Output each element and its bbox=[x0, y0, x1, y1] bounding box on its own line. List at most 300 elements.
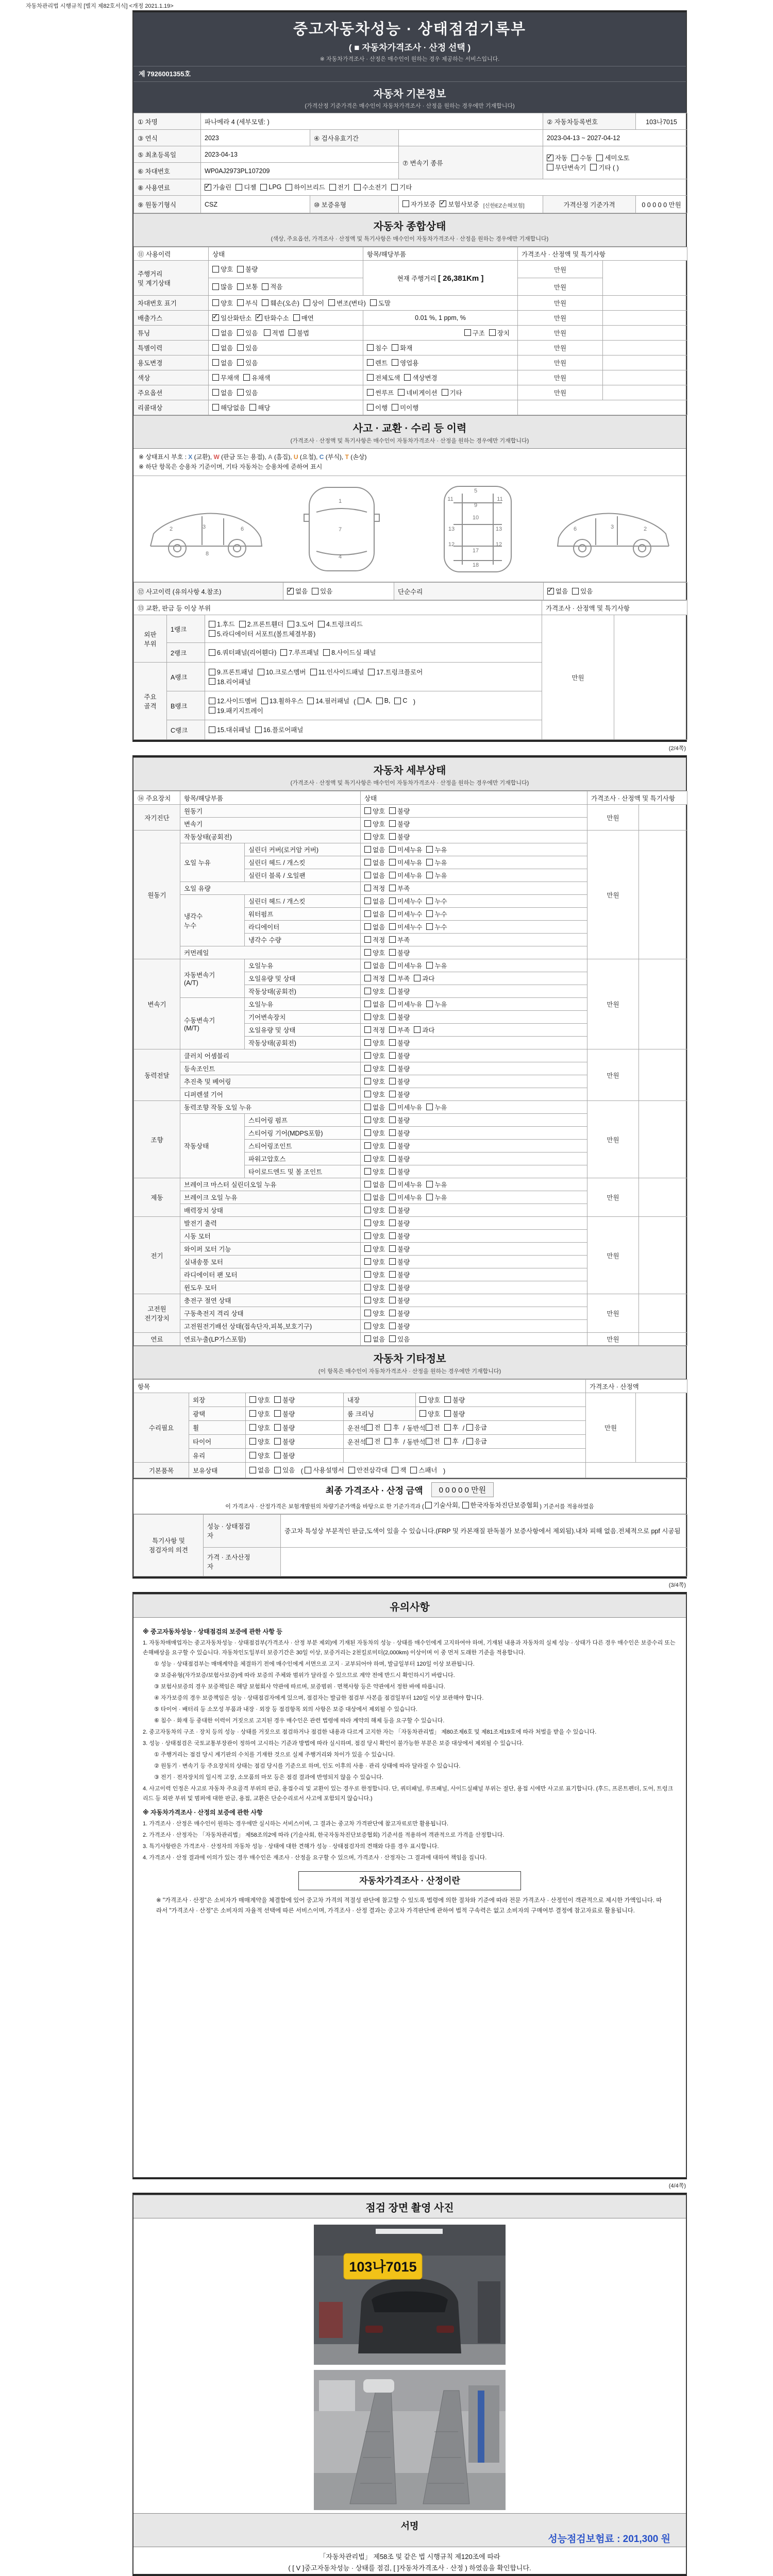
checkbox-누유[interactable] bbox=[426, 1103, 447, 1112]
checkbox-양호[interactable] bbox=[364, 1283, 385, 1292]
checkbox-미세누수[interactable] bbox=[389, 922, 422, 931]
checkbox-양호[interactable] bbox=[364, 806, 385, 816]
checkbox-label: 17.트렁크플로어 bbox=[376, 669, 423, 676]
checkbox-불량[interactable] bbox=[389, 819, 410, 828]
checkbox-없음[interactable] bbox=[364, 922, 385, 931]
checkbox-썬루프[interactable] bbox=[367, 388, 394, 397]
checkbox-없음[interactable] bbox=[364, 1334, 385, 1344]
section-detail-header bbox=[133, 757, 686, 791]
checkbox-C[interactable] bbox=[394, 697, 407, 704]
checkbox-box bbox=[358, 698, 364, 704]
checkbox-box bbox=[389, 910, 396, 917]
checkbox-불량[interactable] bbox=[444, 1395, 465, 1404]
checkbox-유채색[interactable] bbox=[243, 373, 270, 382]
symbol-legend-line bbox=[139, 452, 681, 462]
section-detail-title: 자동차 세부상태 bbox=[373, 765, 446, 776]
checkbox-불량[interactable] bbox=[389, 1077, 410, 1086]
checkbox-침수[interactable] bbox=[367, 343, 388, 352]
checkbox-사용설명서[interactable] bbox=[305, 1465, 344, 1475]
checkbox-양호[interactable] bbox=[364, 819, 385, 828]
checkbox-누수[interactable] bbox=[426, 909, 447, 919]
checkbox-양호[interactable] bbox=[364, 1206, 385, 1215]
checkbox-14.필러패널[interactable] bbox=[307, 696, 349, 705]
checkbox-12.사이드멤버[interactable] bbox=[209, 696, 257, 705]
checkbox-label: 영업용 bbox=[400, 359, 419, 367]
checkbox-box bbox=[444, 1396, 451, 1403]
checkbox-불량[interactable] bbox=[389, 1309, 410, 1318]
checkbox-불량[interactable] bbox=[389, 1283, 410, 1292]
checkbox-장치[interactable] bbox=[489, 328, 510, 337]
checkbox-부족[interactable] bbox=[389, 1025, 410, 1035]
table-cell: ④ 검사유효기간 bbox=[310, 130, 399, 146]
table-cell: 조향 bbox=[134, 1101, 180, 1178]
checkbox-box bbox=[209, 678, 215, 685]
checkbox-누수[interactable] bbox=[426, 896, 447, 906]
checkbox-불량[interactable] bbox=[274, 1423, 295, 1432]
checkbox-양호[interactable] bbox=[419, 1395, 440, 1404]
checkbox-양호[interactable] bbox=[364, 1244, 385, 1253]
checkbox-적정[interactable] bbox=[364, 1025, 385, 1035]
checkbox-미세누유[interactable] bbox=[389, 1193, 422, 1202]
checkbox-화재[interactable] bbox=[392, 343, 412, 352]
checkbox-불량[interactable] bbox=[389, 1064, 410, 1073]
checkbox-있음[interactable] bbox=[572, 586, 593, 596]
checkbox-있음[interactable] bbox=[237, 358, 258, 367]
checkbox-자동[interactable] bbox=[547, 153, 567, 162]
checkbox-누수[interactable] bbox=[426, 922, 447, 931]
checkbox-누유[interactable] bbox=[426, 1193, 447, 1202]
checkbox-LPG[interactable] bbox=[260, 183, 281, 191]
table-cell: 0 0 0 0 0 만원 bbox=[636, 196, 687, 213]
checkbox-전[interactable] bbox=[426, 1436, 440, 1446]
table-cell: 특기사항 및 점검자의 의견 bbox=[134, 1514, 204, 1576]
checkbox-양호[interactable] bbox=[364, 1077, 385, 1086]
checkbox-양호[interactable] bbox=[249, 1409, 270, 1418]
checkbox-있음[interactable] bbox=[237, 388, 258, 397]
table-cell bbox=[344, 1435, 586, 1449]
checkbox-5.라디에이터 서포트(볼트체결부품)[interactable] bbox=[209, 629, 315, 638]
checkbox-변조(변타)[interactable] bbox=[328, 298, 366, 308]
checkbox-label: 없음 bbox=[373, 923, 385, 931]
checkbox-불량[interactable] bbox=[444, 1409, 465, 1418]
checkbox-적정[interactable] bbox=[364, 974, 385, 983]
checkbox-label: 부족 bbox=[397, 936, 410, 944]
checkbox-불량[interactable] bbox=[274, 1437, 295, 1446]
checkbox-적정[interactable] bbox=[364, 935, 385, 944]
checkbox-불량[interactable] bbox=[389, 1257, 410, 1266]
checkbox-무단변속기[interactable] bbox=[547, 163, 586, 172]
checkbox-기타 ( )[interactable] bbox=[590, 163, 618, 172]
table-cell bbox=[246, 1421, 344, 1435]
checkbox-부족[interactable] bbox=[389, 935, 410, 944]
checkbox-불량[interactable] bbox=[389, 1270, 410, 1279]
checkbox-안전삼각대[interactable] bbox=[348, 1465, 388, 1475]
checkbox-적정[interactable] bbox=[364, 884, 385, 893]
table-cell bbox=[363, 261, 518, 296]
table-cell bbox=[361, 895, 587, 908]
checkbox-불량[interactable] bbox=[274, 1395, 295, 1404]
checkbox-전[interactable] bbox=[366, 1436, 380, 1446]
checkbox-4.트렁크리드[interactable] bbox=[318, 619, 363, 629]
checkbox-구조[interactable] bbox=[464, 328, 485, 337]
checkbox-label: 양호 bbox=[373, 1116, 385, 1124]
checkbox-미세누유[interactable] bbox=[389, 845, 422, 854]
checkbox-양호[interactable] bbox=[364, 1090, 385, 1099]
checkbox-수소전기[interactable] bbox=[354, 182, 387, 192]
checkbox-15.대쉬패널[interactable] bbox=[209, 725, 251, 734]
checkbox-box bbox=[364, 923, 371, 930]
checkbox-B,[interactable] bbox=[376, 697, 391, 704]
diagram-number-label: 18 bbox=[472, 562, 479, 568]
checkbox-상이[interactable] bbox=[304, 298, 324, 308]
checkbox-해당없음[interactable] bbox=[212, 403, 245, 412]
checkbox-보험사보증[interactable] bbox=[440, 199, 479, 209]
table-cell bbox=[209, 400, 363, 415]
signature-statement-line1: 「자동차관리법」 제58조 및 같은 법 시행규칙 제120조에 따라 bbox=[319, 2552, 500, 2561]
table-cell bbox=[603, 311, 687, 326]
checkbox-10.크로스멤버[interactable] bbox=[258, 667, 306, 676]
checkbox-양호[interactable] bbox=[364, 832, 385, 841]
checkbox-불량[interactable] bbox=[274, 1409, 295, 1418]
checkbox-box bbox=[364, 1129, 371, 1136]
checkbox-미세누유[interactable] bbox=[389, 871, 422, 880]
checkbox-누유[interactable] bbox=[426, 845, 447, 854]
checkbox-label: 12.사이드멤버 bbox=[217, 698, 257, 705]
checkbox-label: 14.필러패널 bbox=[315, 698, 350, 705]
checkbox-기타[interactable] bbox=[442, 388, 462, 397]
checkbox-전[interactable] bbox=[366, 1422, 380, 1432]
checkbox-없음[interactable] bbox=[212, 328, 233, 337]
checkbox-없음[interactable] bbox=[364, 999, 385, 1009]
checkbox-없음[interactable] bbox=[364, 961, 385, 970]
checkbox-미세누유[interactable] bbox=[389, 1180, 422, 1189]
checkbox-적음[interactable] bbox=[262, 282, 282, 291]
checkbox-후[interactable] bbox=[384, 1422, 399, 1432]
checkbox-양호[interactable] bbox=[364, 1115, 385, 1125]
checkbox-label: 불량 bbox=[397, 1258, 410, 1266]
checkbox-후[interactable] bbox=[384, 1436, 399, 1446]
checkbox-label: 없음 bbox=[373, 859, 385, 867]
checkbox-diagnosis-association[interactable] bbox=[462, 1500, 539, 1510]
checkbox-누유[interactable] bbox=[426, 1180, 447, 1189]
checkbox-box bbox=[426, 1104, 433, 1110]
checkbox-양호[interactable] bbox=[249, 1395, 270, 1404]
checkbox-6.쿼터패널(리어휀다)[interactable] bbox=[209, 648, 276, 657]
checkbox-box bbox=[389, 1078, 396, 1084]
checkbox-보통[interactable] bbox=[237, 282, 258, 291]
checkbox-양호[interactable] bbox=[364, 1051, 385, 1060]
checkbox-누유[interactable] bbox=[426, 871, 447, 880]
checkbox-있음[interactable] bbox=[237, 328, 258, 337]
checkbox-box bbox=[389, 1297, 396, 1303]
checkbox-없음[interactable] bbox=[364, 1103, 385, 1112]
checkbox-불량[interactable] bbox=[389, 1167, 410, 1176]
checkbox-네비게이션[interactable] bbox=[398, 388, 437, 397]
checkbox-불량[interactable] bbox=[389, 1090, 410, 1099]
checkbox-양호[interactable] bbox=[212, 264, 233, 274]
checkbox-box bbox=[212, 359, 219, 366]
checkbox-양호[interactable] bbox=[249, 1451, 270, 1460]
checkbox-없음[interactable] bbox=[364, 858, 385, 867]
checkbox-없음[interactable] bbox=[212, 388, 233, 397]
checkbox-label: 있음 bbox=[245, 389, 258, 397]
checkbox-양호[interactable] bbox=[249, 1423, 270, 1432]
checkbox-없음[interactable] bbox=[212, 343, 233, 352]
checkbox-label: 양호 bbox=[373, 1207, 385, 1214]
notice-line: ※ 자동차가격조사 · 산정의 보증에 관한 사항 bbox=[143, 1808, 263, 1816]
checkbox-전[interactable] bbox=[426, 1422, 440, 1432]
checkbox-18.리어패널[interactable] bbox=[209, 677, 251, 686]
checkbox-미세누수[interactable] bbox=[389, 909, 422, 919]
checkbox-양호[interactable] bbox=[364, 1141, 385, 1150]
checkbox-양호[interactable] bbox=[364, 948, 385, 957]
table-cell: 룸 크리닝 bbox=[344, 1407, 416, 1421]
checkbox-세미오토[interactable] bbox=[596, 153, 629, 162]
checkbox-양호[interactable] bbox=[212, 298, 233, 308]
checkbox-label: 불량 bbox=[282, 1452, 295, 1460]
table-cell bbox=[205, 663, 542, 691]
table-cell bbox=[361, 1281, 587, 1294]
table-cell bbox=[344, 1421, 586, 1435]
checkbox-부식[interactable] bbox=[237, 298, 258, 308]
checkbox-없음[interactable] bbox=[364, 871, 385, 880]
checkbox-전체도색[interactable] bbox=[367, 373, 400, 382]
table-cell: 실린더 헤드 / 개스킷 bbox=[245, 895, 361, 908]
checkbox-label: 잭 bbox=[400, 1467, 407, 1475]
checkbox-box bbox=[389, 962, 396, 969]
checkbox-디젤[interactable] bbox=[236, 182, 256, 192]
checkbox-자가보증[interactable] bbox=[402, 199, 435, 209]
checkbox-없음[interactable] bbox=[364, 909, 385, 919]
checkbox-불량[interactable] bbox=[389, 1206, 410, 1215]
checkbox-불량[interactable] bbox=[389, 1012, 410, 1022]
checkbox-미세누유[interactable] bbox=[389, 858, 422, 867]
checkbox-없음[interactable] bbox=[364, 896, 385, 906]
checkbox-해당[interactable] bbox=[249, 403, 270, 412]
checkbox-누유[interactable] bbox=[426, 961, 447, 970]
checkbox-label: 구조 bbox=[472, 329, 485, 337]
checkbox-응급[interactable] bbox=[466, 1436, 487, 1446]
checkbox-양호[interactable] bbox=[364, 1321, 385, 1331]
table-cell: 오일유량 및 상태 bbox=[245, 1024, 361, 1037]
checkbox-불법[interactable] bbox=[289, 328, 309, 337]
checkbox-매연[interactable] bbox=[293, 313, 314, 323]
table-cell: 가격조사 · 산정액 bbox=[586, 1380, 687, 1393]
table-cell bbox=[361, 1307, 587, 1320]
checkbox-box bbox=[237, 389, 244, 396]
checkbox-후[interactable] bbox=[444, 1422, 459, 1432]
checkbox-불량[interactable] bbox=[389, 832, 410, 841]
notice-line: 1. 자동차매매업자는 중고자동차성능 · 상태점검부(가격조사 · 산정 부분 제외)에 기재된 자동차의 성능 · 상태를 매수인에게 고지하여야 하며, 기재된 내용과 자동차의 실제 성능 · 상태가 다른 경우 매수인은 보증수리 또는 손해배상을 요구할 수 있습니다. 자동차인도일부터 보증기간은 30일 이상, 보증거리는 2천킬로미터(2,000km) 이상이며 이 중 먼저 도래한 기준을 적용합니다. bbox=[143, 1639, 676, 1656]
checkbox-기타[interactable] bbox=[391, 182, 412, 192]
checkbox-없음[interactable] bbox=[212, 358, 233, 367]
checkbox-없음[interactable] bbox=[364, 1193, 385, 1202]
inspection-photo-lift bbox=[314, 2370, 506, 2510]
checkbox-양호[interactable] bbox=[364, 1167, 385, 1176]
checkbox-없음[interactable] bbox=[287, 586, 308, 596]
checkbox-부족[interactable] bbox=[389, 884, 410, 893]
checkbox-양호[interactable] bbox=[364, 1231, 385, 1241]
checkbox-불량[interactable] bbox=[274, 1451, 295, 1460]
checkbox-없음[interactable] bbox=[364, 1180, 385, 1189]
checkbox-없음[interactable] bbox=[547, 586, 568, 596]
table-cell: 충전구 절연 상태 bbox=[180, 1294, 361, 1307]
checkbox-label: 18.리어패널 bbox=[217, 678, 251, 686]
table-cell bbox=[603, 370, 687, 385]
checkbox-잭[interactable] bbox=[392, 1465, 406, 1475]
checkbox-box bbox=[364, 807, 371, 814]
checkbox-13.휠하우스[interactable] bbox=[261, 696, 304, 705]
checkbox-불량[interactable] bbox=[389, 1128, 410, 1138]
checkbox-불량[interactable] bbox=[389, 1231, 410, 1241]
checkbox-스패너[interactable] bbox=[410, 1465, 437, 1475]
checkbox-후[interactable] bbox=[444, 1436, 459, 1446]
checkbox-미세누유[interactable] bbox=[389, 999, 422, 1009]
checkbox-훼손(오손)[interactable] bbox=[262, 298, 299, 308]
checkbox-불량[interactable] bbox=[389, 987, 410, 996]
table-cell: 오일누유 bbox=[245, 998, 361, 1011]
section-basic-title: 자동차 기본정보 bbox=[373, 89, 446, 100]
checkbox-label: 적정 bbox=[373, 885, 385, 892]
table-cell: 자동변속기 (A/T) bbox=[180, 959, 245, 998]
checkbox-있음[interactable] bbox=[274, 1465, 295, 1475]
checkbox-box bbox=[364, 1207, 371, 1213]
checkbox-A,[interactable] bbox=[358, 697, 372, 704]
checkbox-있음[interactable] bbox=[237, 343, 258, 352]
checkbox-box bbox=[425, 1502, 432, 1509]
checkbox-가솔린[interactable] bbox=[205, 182, 231, 192]
checkbox-불량[interactable] bbox=[389, 1218, 410, 1228]
checkbox-box bbox=[307, 698, 314, 704]
checkbox-box bbox=[367, 344, 374, 351]
checkbox-있음[interactable] bbox=[389, 1334, 410, 1344]
checkbox-없음[interactable] bbox=[364, 845, 385, 854]
checkbox-7.루프패널[interactable] bbox=[280, 648, 319, 657]
table-cell: 항목/해당부품 bbox=[180, 791, 361, 805]
checkbox-색상변경[interactable] bbox=[404, 373, 437, 382]
checkbox-과다[interactable] bbox=[414, 974, 434, 983]
checkbox-label: 누유 bbox=[434, 962, 447, 970]
checkbox-불량[interactable] bbox=[389, 1141, 410, 1150]
checkbox-2.프론트휀더[interactable] bbox=[239, 619, 284, 629]
checkbox-미세누유[interactable] bbox=[389, 961, 422, 970]
checkbox-불량[interactable] bbox=[389, 1038, 410, 1047]
table-cell: 내장 bbox=[344, 1393, 416, 1407]
checkbox-label: 11.인사이드패널 bbox=[318, 669, 364, 676]
checkbox-label: 적정 bbox=[373, 936, 385, 944]
legend-symbol-C: C bbox=[319, 453, 324, 461]
checkbox-있음[interactable] bbox=[312, 586, 332, 596]
checkbox-engineers-society[interactable] bbox=[425, 1500, 460, 1510]
checkbox-도말[interactable] bbox=[370, 298, 391, 308]
checkbox-3.도어[interactable] bbox=[288, 619, 314, 629]
checkbox-9.프론트패널[interactable] bbox=[209, 667, 254, 676]
checkbox-양호[interactable] bbox=[364, 1218, 385, 1228]
notice-line: ※ 중고자동차성능 · 상태점검의 보증에 관한 사항 등 bbox=[143, 1628, 282, 1635]
checkbox-양호[interactable] bbox=[364, 1128, 385, 1138]
checkbox-수동[interactable] bbox=[572, 153, 592, 162]
checkbox-box bbox=[262, 299, 268, 306]
checkbox-box bbox=[389, 923, 396, 930]
checkbox-이행[interactable] bbox=[367, 403, 388, 412]
checkbox-양호[interactable] bbox=[364, 1309, 385, 1318]
checkbox-양호[interactable] bbox=[364, 1270, 385, 1279]
checkbox-무채색[interactable] bbox=[212, 373, 239, 382]
checkbox-탄화수소[interactable] bbox=[256, 313, 289, 323]
checkbox-하이브리드[interactable] bbox=[285, 182, 325, 192]
checkbox-불량[interactable] bbox=[389, 806, 410, 816]
block-detail bbox=[132, 755, 687, 1579]
checkbox-양호[interactable] bbox=[364, 1257, 385, 1266]
notice-line: ⑥ 침수 · 화재 등 중대한 이력이 거짓으로 고지된 경우 매수인은 관련 법령에 따라 계약의 해제 등을 요구할 수 있습니다. bbox=[154, 1717, 445, 1724]
checkbox-부족[interactable] bbox=[389, 974, 410, 983]
checkbox-11.인사이드패널[interactable] bbox=[310, 667, 364, 676]
table-cell: 스티어링 기어(MDPS포함) bbox=[245, 1127, 361, 1140]
checkbox-많음[interactable] bbox=[212, 282, 233, 291]
checkbox-불량[interactable] bbox=[389, 1321, 410, 1331]
checkbox-전기[interactable] bbox=[329, 182, 350, 192]
checkbox-양호[interactable] bbox=[364, 1012, 385, 1022]
checkbox-양호[interactable] bbox=[364, 1154, 385, 1163]
checkbox-label: 없음 bbox=[295, 588, 308, 596]
checkbox-box bbox=[364, 846, 371, 853]
checkbox-양호[interactable] bbox=[364, 1064, 385, 1073]
checkbox-17.트렁크플로어[interactable] bbox=[368, 667, 423, 676]
checkbox-불량[interactable] bbox=[389, 1051, 410, 1060]
checkbox-label: 불량 bbox=[282, 1410, 295, 1418]
checkbox-미세누수[interactable] bbox=[389, 896, 422, 906]
checkbox-과다[interactable] bbox=[414, 1025, 434, 1035]
checkbox-불량[interactable] bbox=[389, 1154, 410, 1163]
checkbox-일산화탄소[interactable] bbox=[212, 313, 251, 323]
page-marker-4: (4/4쪽) bbox=[668, 2182, 686, 2189]
cell-text: ( bbox=[354, 698, 358, 706]
checkbox-label: 누유 bbox=[434, 859, 447, 867]
table-cell bbox=[361, 998, 587, 1011]
checkbox-box bbox=[255, 726, 262, 733]
checkbox-불량[interactable] bbox=[389, 1296, 410, 1305]
checkbox-적법[interactable] bbox=[264, 328, 284, 337]
checkbox-응급[interactable] bbox=[466, 1422, 487, 1432]
checkbox-영업용[interactable] bbox=[392, 358, 418, 367]
checkbox-19.패키지트레이[interactable] bbox=[209, 706, 263, 715]
checkbox-렌트[interactable] bbox=[367, 358, 388, 367]
checkbox-미세누유[interactable] bbox=[389, 1103, 422, 1112]
checkbox-누유[interactable] bbox=[426, 858, 447, 867]
checkbox-label: 부족 bbox=[397, 1026, 410, 1034]
checkbox-양호[interactable] bbox=[419, 1409, 440, 1418]
checkbox-16.플로어패널[interactable] bbox=[255, 725, 304, 734]
checkbox-양호[interactable] bbox=[249, 1437, 270, 1446]
checkbox-불량[interactable] bbox=[389, 1244, 410, 1253]
checkbox-양호[interactable] bbox=[364, 1296, 385, 1305]
checkbox-미이행[interactable] bbox=[392, 403, 418, 412]
checkbox-box bbox=[249, 404, 256, 411]
checkbox-불량[interactable] bbox=[389, 1115, 410, 1125]
checkbox-label: 불량 bbox=[397, 949, 410, 957]
checkbox-1.후드[interactable] bbox=[209, 619, 235, 629]
checkbox-불량[interactable] bbox=[389, 948, 410, 957]
checkbox-box bbox=[364, 1026, 371, 1033]
checkbox-없음[interactable] bbox=[249, 1465, 270, 1475]
checkbox-label: 양호 bbox=[373, 1091, 385, 1098]
checkbox-양호[interactable] bbox=[364, 987, 385, 996]
checkbox-box bbox=[287, 588, 294, 595]
checkbox-양호[interactable] bbox=[364, 1038, 385, 1047]
checkbox-누유[interactable] bbox=[426, 999, 447, 1009]
checkbox-8.사이드실 패널[interactable] bbox=[323, 648, 376, 657]
checkbox-불량[interactable] bbox=[237, 264, 258, 274]
